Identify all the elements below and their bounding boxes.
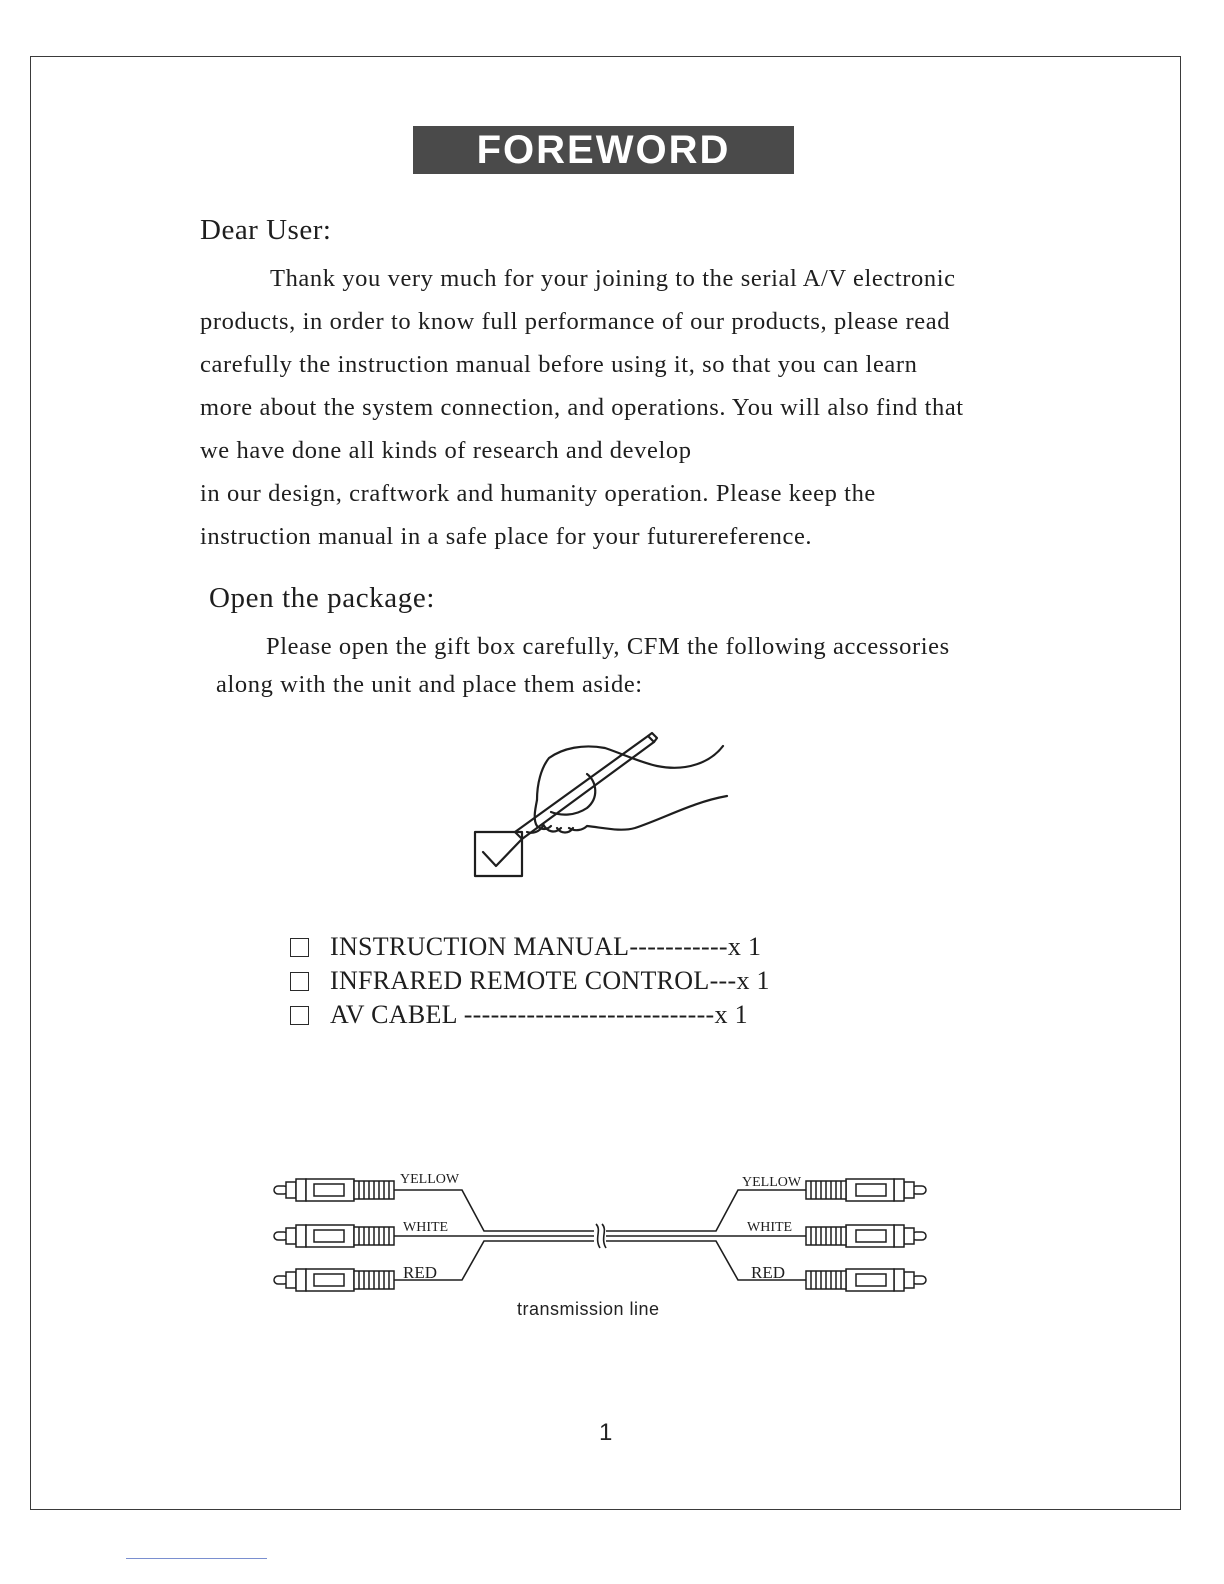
- foreword-line: more about the system connection, and operations. You will also find that: [200, 394, 964, 421]
- foreword-line: products, in order to know full performance of our products, please read: [200, 308, 951, 335]
- hand-checkmark-icon: [465, 728, 735, 883]
- cable-label: RED: [751, 1263, 785, 1282]
- foreword-line: carefully the instruction manual before using it, so that you can learn: [200, 351, 918, 378]
- package-line: Please open the gift box carefully, CFM the following accessories: [266, 633, 950, 660]
- greeting: Dear User:: [200, 214, 332, 246]
- cable-label: WHITE: [747, 1220, 793, 1235]
- page-title: FOREWORD: [413, 126, 794, 174]
- accessory-label: INSTRUCTION MANUAL-----------x 1: [330, 932, 762, 961]
- page-number: 1: [599, 1419, 613, 1446]
- accessory-list: [290, 930, 770, 1032]
- cable-label: WHITE: [403, 1220, 449, 1235]
- rca-plug-icon: [274, 1179, 926, 1291]
- cable-label: RED: [403, 1263, 437, 1282]
- diagram-caption: transmission line: [517, 1299, 660, 1319]
- cable-label: YELLOW: [742, 1175, 802, 1190]
- foreword-line: instruction manual in a safe place for your futurereference.: [200, 523, 813, 550]
- checkbox-icon: [290, 1006, 309, 1025]
- checkbox-icon: [290, 938, 309, 957]
- section-heading-open-package: Open the package:: [209, 582, 435, 614]
- accessory-label: AV CABEL ----------------------------x 1: [330, 1000, 748, 1029]
- accessory-item: [290, 964, 770, 998]
- package-line: along with the unit and place them aside:: [216, 671, 643, 698]
- foreword-line: we have done all kinds of research and develop: [200, 437, 692, 464]
- accessory-item: [290, 930, 770, 964]
- accessory-label: INFRARED REMOTE CONTROL---x 1: [330, 966, 770, 995]
- footer-divider: [126, 1558, 267, 1559]
- foreword-line: in our design, craftwork and humanity operation. Please keep the: [200, 480, 876, 507]
- foreword-line: Thank you very much for your joining to the serial A/V electronic: [270, 265, 956, 292]
- cable-label: YELLOW: [400, 1172, 460, 1187]
- av-cable-diagram: [268, 1162, 932, 1296]
- checkbox-icon: [290, 972, 309, 991]
- accessory-item: [290, 998, 770, 1032]
